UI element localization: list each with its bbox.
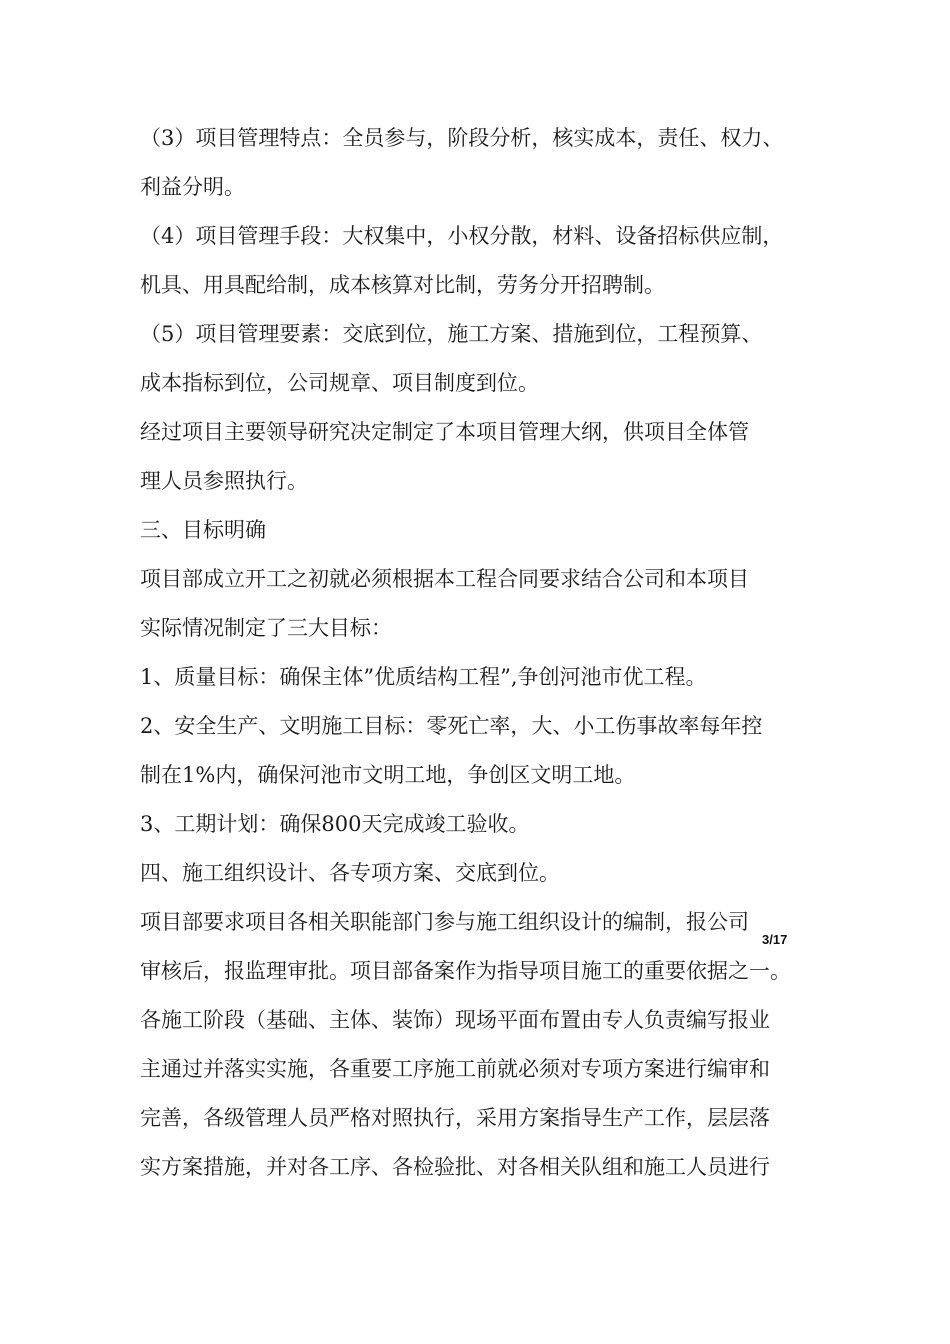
text-line: 理人员参照执行。 [140,469,308,493]
text-line: 3、工期计划：确保800天完成竣工验收。 [140,812,530,836]
text-line: 项目部要求项目各相关职能部门参与施工组织设计的编制，报公司 [140,910,749,934]
text-line: 利益分明。 [140,175,245,199]
document-body [140,114,840,1192]
text-line: 主通过并落实实施，各重要工序施工前就必须对专项方案进行编审和 [140,1057,770,1081]
text-line: 机具、用具配给制，成本核算对比制，劳务分开招聘制。 [140,273,665,297]
section-heading: 三、目标明确 [140,518,266,542]
text-line: 完善，各级管理人员严格对照执行，采用方案指导生产工作，层层落 [140,1106,770,1130]
text-line: 实际情况制定了三大目标： [140,616,392,640]
text-line: 各施工阶段（基础、主体、装饰）现场平面布置由专人负责编写报业 [140,1008,770,1032]
text-line: （5）项目管理要素：交底到位，施工方案、措施到位，工程预算、 [140,322,763,346]
text-line: 实方案措施，并对各工序、各检验批、对各相关队组和施工人员进行 [140,1155,770,1179]
text-line: 项目部成立开工之初就必须根据本工程合同要求结合公司和本项目 [140,567,749,591]
section-heading: 四、施工组织设计、各专项方案、交底到位。 [140,861,560,885]
text-line: 审核后，报监理审批。项目部备案作为指导项目施工的重要依据之一。 [140,959,791,983]
text-line: 经过项目主要领导研究决定制定了本项目管理大纲，供项目全体管 [140,420,749,444]
text-line: 2、安全生产、文明施工目标：零死亡率，大、小工伤事故率每年控 [140,714,763,738]
text-line: 成本指标到位，公司规章、项目制度到位。 [140,371,539,395]
text-line: （4）项目管理手段：大权集中，小权分散，材料、设备招标供应制， [140,224,784,248]
text-line: 1、质量目标：确保主体”优质结构工程”,争创河池市优工程。 [140,665,707,689]
page-number: 3/17 [762,932,788,947]
text-line: 制在1%内，确保河池市文明工地，争创区文明工地。 [140,763,636,787]
text-line: （3）项目管理特点：全员参与，阶段分析，核实成本，责任、权力、 [140,126,784,150]
